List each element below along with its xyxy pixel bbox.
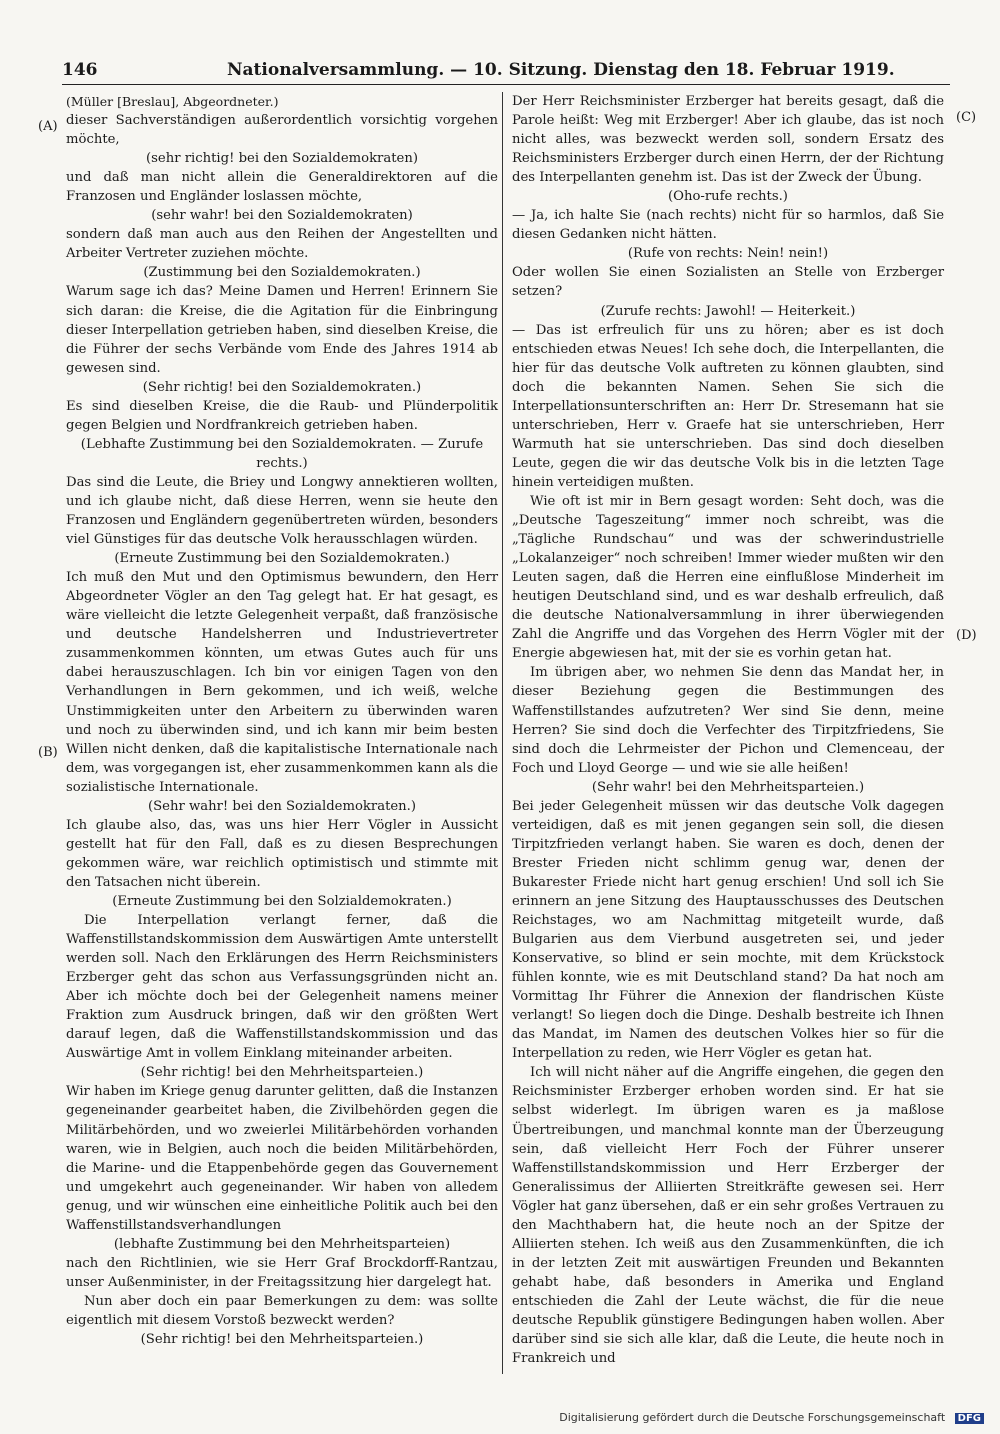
interjection: (Sehr richtig! bei den Mehrheitsparteien.) (140, 1065, 424, 1081)
paragraph: Der Herr Reichsminister Erzberger hat bereits gesagt, daß die Parole heißt: Weg mit Erzberger! Aber ich glaube, das ist noch nicht alles, was bezweckt werden soll, sondern Ersatz des Reichsministers Erzberger durch einen Herrn, der der Richtung des Interpellanten genehm ist. Das ist der Zweck der Übung. (512, 94, 944, 186)
interjection: (Erneute Zustimmung bei den Sozialdemokraten.) (114, 551, 450, 567)
page-number: 146 (62, 60, 98, 80)
interjection: (Erneute Zustimmung bei den Solzialdemokraten.) (112, 893, 452, 909)
paragraph: Ich will nicht näher auf die Angriffe eingehen, die gegen den Reichsminister Erzberger erhoben worden sind. Er hat sie selbst widerlegt. Im übrigen waren es ja maßlose Übertreibungen, und manchmal konnte man der Überzeugung sein, daß vielleicht Herr Foch der Führer unserer Waffenstillstandskommission und Herr Erzberger der Generalissimus der Alliierten Streitkräfte gewesen sei. Herr Vögler hat ganz übersehen, daß er ein sehr großes Vertrauen zu den Machthabern hat, die heute noch an der Spitze der Alliierten stehen. Ich weiß aus den Zusammenkünften, die ich in der letzten Zeit mit auswärtigen Freunden und Bekannten gehabt habe, daß besonders in Amerika und England entschieden die Zahl der Leute wächst, die für die neue deutsche Republik günstigere Bedingungen haben wollen. Aber darüber sind sie sich alle klar, daß die Leute, die heute noch in Frankreich und (512, 1065, 944, 1367)
interjection: (Sehr richtig! bei den Sozialdemokraten.) (142, 379, 422, 395)
margin-mark-d: (D) (956, 628, 977, 643)
interjection: (lebhafte Zustimmung bei den Mehrheitsparteien) (113, 1236, 451, 1252)
paragraph: Ich muß den Mut und den Optimismus bewundern, den Herr Abgeordneter Vögler an den Tag gelegt hat. Er hat gesagt, es wäre vielleicht die letzte Gelegenheit verpaßt, daß französische und deutsche Handelsherren und Industrievertreter zusammenkommen könnten, um etwas Gutes auch für uns dabei herauszuschlagen. Ich bin vor einigen Tagen von den Verhandlungen in Bern gekommen, und ich weiß, welche Unstimmigkeiten unter den Arbeitern zu überwinden waren und noch zu überwinden sind, und ich kann mir beim besten Willen nicht denken, daß die kapitalistische Internationale nach dem, was vorgegangen ist, eher zusammenkommen kann als die sozialistische Internationale. (66, 570, 498, 795)
paragraph: und daß man nicht allein die Generaldirektoren auf die Franzosen und Engländer loslassen möchte, (66, 170, 498, 205)
interjection: (Zustimmung bei den Sozialdemokraten.) (143, 265, 421, 281)
footer-text: Digitalisierung gefördert durch die Deutsche Forschungsgemeinschaft (559, 1411, 946, 1424)
left-column (66, 92, 498, 1349)
paragraph: Es sind dieselben Kreise, die die Raub- und Plünderpolitik gegen Belgien und Nordfrankreich getrieben haben. (66, 398, 498, 433)
interjection: (Rufe von rechts: Nein! nein!) (627, 246, 829, 262)
interjection: (Sehr richtig! bei den Mehrheitsparteien.) (140, 1332, 424, 1348)
paragraph: Wie oft ist mir in Bern gesagt worden: Seht doch, was die „Deutsche Tageszeitung“ immer noch schreibt, was die „Tägliche Rundschau“ und was der schwerindustrielle „Lokalanzeiger“ noch schreiben! Immer wieder mußten wir den Leuten sagen, daß die Herren eine einflußlose Minderheit im heutigen Deutschland sind, und es war deshalb erfreulich, daß die deutsche Nationalversammlung in ihrer überwiegenden Zahl die Angriffe und das Vorgehen des Herrn Vögler mit der Energie abgewiesen hat, mit der sie es vorhin getan hat. (512, 493, 944, 662)
paragraph: sondern daß man auch aus den Reihen der Angestellten und Arbeiter Vertreter zuziehen möchte. (66, 227, 498, 262)
dfg-logo: DFG (955, 1413, 984, 1424)
page-header (62, 60, 950, 85)
paragraph: Warum sage ich das? Meine Damen und Herren! Erinnern Sie sich daran: die Kreise, die die Agitation für die Einbringung dieser Interpellation getrieben haben, sind dieselben Kreise, die die Führer der sechs Verbände vom Ende des Jahres 1914 ab gewesen sind. (66, 284, 498, 376)
paragraph: dieser Sachverständigen außerordentlich vorsichtig vorgehen möchte, (66, 113, 498, 148)
margin-mark-c: (C) (956, 110, 977, 125)
paragraph: Oder wollen Sie einen Sozialisten an Stelle von Erzberger setzen? (512, 265, 944, 300)
paragraph: Nun aber doch ein paar Bemerkungen zu dem: was sollte eigentlich mit diesem Vorstoß bezweckt werden? (66, 1293, 498, 1328)
paragraph: — Das ist erfreulich für uns zu hören; aber es ist doch entschieden etwas Neues! Ich sehe doch, die Interpellanten, die hier für das deutsche Volk auftreten zu können glaubten, sind doch die bekannten Namen. Sehen Sie sich die Interpellationsunterschriften an: Herr Dr. Stresemann hat sie unterschrieben, Herr v. Graefe hat sie unterschrieben, Herr Warmuth hat sie unterschrieben. Das sind doch dieselben Leute, gegen die wir das deutsche Volk bis in die letzten Tage hinein verteidigen mußten. (512, 322, 944, 490)
interjection: (Lebhafte Zustimmung bei den Sozialdemokraten. — Zurufe rechts.) (80, 436, 484, 471)
paragraph: Wir haben im Kriege genug darunter gelitten, daß die Instanzen gegeneinander gearbeitet haben, die Zivilbehörden gegen die Militärbehörden, und wo zweierlei Militärbehörden vorhanden waren, wie in Belgien, auch noch die beiden Militärbehörden, die Marine- und die Etappenbehörde gegen das Gouvernement und umgekehrt auch gegeneinander. Wir haben von alledem genug, und wir wünschen eine einheitliche Politik auch bei den Waffenstillstandsverhandlungen (66, 1084, 498, 1233)
column-divider (502, 92, 503, 1374)
speaker-line: (Müller [Breslau], Abgeordneter.) (66, 94, 279, 109)
paragraph: Das sind die Leute, die Briey und Longwy annektieren wollten, und ich glaube nicht, daß diese Herren, wenn sie heute den Franzosen und Engländern gegenübertreten würden, besonders viel Günstiges für das deutsche Volk herausschlagen würden. (66, 474, 498, 548)
margin-mark-a: (A) (38, 119, 58, 134)
interjection: (Zurufe rechts: Jawohl! — Heiterkeit.) (600, 303, 856, 319)
paragraph: — Ja, ich halte Sie (nach rechts) nicht für so harmlos, daß Sie diesen Gedanken nicht hätten. (512, 208, 944, 243)
paragraph: Im übrigen aber, wo nehmen Sie denn das Mandat her, in dieser Beziehung gegen die Bestimmungen des Waffenstillstandes aufzutreten? Wer sind Sie denn, meine Herren? Sie sind doch die Verfechter des Tirpitzfriedens, Sie sind doch die Lehrmeister der Pichon und Clemenceau, der Foch und Lloyd George — und wie sie alle heißen! (512, 665, 944, 776)
interjection: (Sehr wahr! bei den Sozialdemokraten.) (148, 798, 416, 814)
paragraph: Die Interpellation verlangt ferner, daß die Waffenstillstandskommission dem Auswärtigen Amte unterstellt werden soll. Nach den Erklärungen des Herrn Reichsministers Erzberger geht das schon aus Verfassungsgründen nicht an. Aber ich möchte doch bei der Gelegenheit namens meiner Fraktion zum Ausdruck bringen, daß wir den größten Wert darauf legen, daß die Waffenstillstandskommission und das Auswärtige Amt in vollem Einklang miteinander arbeiten. (66, 913, 498, 1062)
paragraph: nach den Richtlinien, wie sie Herr Graf Brockdorff-Rantzau, unser Außenminister, in der Freitagssitzung hier dargelegt hat. (66, 1255, 498, 1290)
margin-mark-b: (B) (38, 745, 58, 760)
paragraph: Ich glaube also, das, was uns hier Herr Vögler in Aussicht gestellt hat für den Fall, daß es zu diesen Besprechungen gekommen wäre, war reichlich optimistisch und stimmte mit den Tatsachen nicht überein. (66, 817, 498, 890)
right-column (512, 92, 944, 1368)
running-title: Nationalversammlung. — 10. Sitzung. Dienstag den 18. Februar 1919. (227, 60, 895, 80)
interjection: (sehr wahr! bei den Sozialdemokraten) (151, 208, 413, 224)
footer-credit (559, 1411, 984, 1424)
paragraph: Bei jeder Gelegenheit müssen wir das deutsche Volk dagegen verteidigen, daß es mit jenen gegangen sein soll, die diesen Tirpitzfrieden verlangt haben. Sie waren es doch, denen der Brester Frieden nicht schlimm genug war, denen der Bukarester Friede nicht hart genug erschien! Und soll ich Sie erinnern an jene Sitzung des Hauptausschusses des Deutschen Reichstages, wo am Nachmittag mitgeteilt wurde, daß Bulgarien aus dem Vierbund ausgetreten sei, und jeder Konservative, so blind er sein mochte, mit dem Krückstock fühlen konnte, wie es mit Deutschland stand? Da hat noch am Vormittag Ihr Führer die Annexion der flandrischen Küste verlangt! So liegen doch die Dinge. Deshalb bestreite ich Ihnen das Mandat, im Namen des deutschen Volkes hier so für die Interpellation zu reden, wie Herr Vögler es getan hat. (512, 798, 944, 1062)
interjection: (Oho-rufe rechts.) (668, 189, 788, 205)
interjection: (sehr richtig! bei den Sozialdemokraten) (146, 151, 418, 167)
interjection: (Sehr wahr! bei den Mehrheitsparteien.) (591, 779, 865, 795)
